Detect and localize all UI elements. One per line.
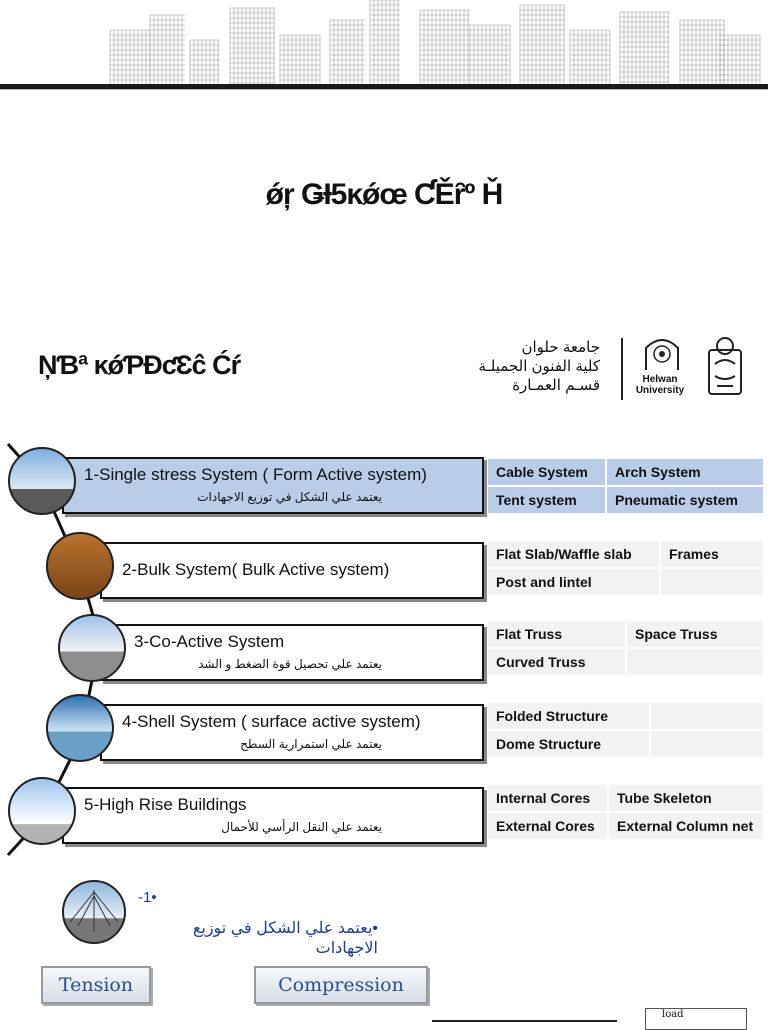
load-diagram-line <box>432 1020 617 1022</box>
bullet-text: •يعتمد علي الشكل في توزيع الاجهادات <box>192 920 378 957</box>
table-4-cell-0-1 <box>651 703 763 729</box>
system-title-5: 5-High Rise Buildings <box>84 795 247 814</box>
table-1-cell-0-1: Arch System <box>607 459 763 485</box>
system-thumbnail-5 <box>8 777 76 845</box>
system-thumbnail-3 <box>58 614 126 682</box>
table-2-cell-1-1 <box>661 569 763 595</box>
system-subtitle-3: يعتمد علي تحصيل قوة الضغط و الشد <box>198 657 382 671</box>
table-3-cell-1-0: Curved Truss <box>488 649 625 675</box>
university-line-3: قسـم العمـارة <box>512 377 600 394</box>
page-title: ǿŗ ǤƗ5ĸǿœ ƇĚȓº Ȟ <box>265 178 503 211</box>
load-diagram-box <box>645 1008 747 1030</box>
bullet-number: -1• <box>138 889 157 906</box>
system-box-1 <box>62 457 484 514</box>
system-thumbnail-1 <box>8 447 76 515</box>
helwan-label-line-2: University <box>635 385 685 396</box>
table-4-cell-0-0: Folded Structure <box>488 703 649 729</box>
table-5-cell-0-0: Internal Cores <box>488 785 607 811</box>
university-line-1: جامعة حلوان <box>521 339 600 356</box>
system-box-2 <box>100 542 484 599</box>
system-thumbnail-2 <box>46 532 114 600</box>
system-title-4: 4-Shell System ( surface active system) <box>122 712 421 731</box>
bridge-thumbnail <box>62 880 126 944</box>
faculty-arts-logo <box>703 334 747 398</box>
table-4-cell-1-0: Dome Structure <box>488 731 649 757</box>
table-1-cell-1-1: Pneumatic system <box>607 487 763 513</box>
skyline-header-image <box>0 0 768 86</box>
system-thumbnail-4 <box>46 694 114 762</box>
university-line-2: كلية الفنون الجميلـة <box>478 358 600 375</box>
table-5-cell-0-1: Tube Skeleton <box>609 785 763 811</box>
system-title-1: 1-Single stress System ( Form Active system) <box>84 465 427 484</box>
table-3-cell-0-1: Space Truss <box>627 621 763 647</box>
table-2-cell-0-0: Flat Slab/Waffle slab <box>488 541 659 567</box>
system-subtitle-4: يعتمد علي استمرارية السطح <box>240 737 382 751</box>
table-4-cell-1-1 <box>651 731 763 757</box>
helwan-university-label <box>630 374 690 396</box>
table-2-cell-1-0: Post and lintel <box>488 569 659 595</box>
system-title-3: 3-Co-Active System <box>134 632 285 651</box>
table-3-cell-0-0: Flat Truss <box>488 621 625 647</box>
university-name-arabic <box>455 338 600 395</box>
system-subtitle-5: يعتمد علي النقل الرأسي للأحمال <box>221 820 382 834</box>
system-box-5 <box>62 787 484 844</box>
table-1-cell-0-0: Cable System <box>488 459 605 485</box>
load-label: load <box>662 1009 684 1020</box>
compression-button[interactable]: Compression <box>254 966 428 1004</box>
table-5-cell-1-1: External Column net <box>609 813 763 839</box>
logo-divider <box>621 338 623 400</box>
system-title-2: 2-Bulk System( Bulk Active system) <box>122 560 390 579</box>
lecturer-name: ŅƁª ĸǿƤƉƈƐĉ Ćŕ <box>38 350 241 380</box>
header-subrule <box>0 89 768 90</box>
system-box-4 <box>100 704 484 761</box>
helwan-label-line-1: Helwan <box>642 374 678 385</box>
table-3-cell-1-1 <box>627 649 763 675</box>
system-subtitle-1: يعتمد علي الشكل في توزيع الاجهادات <box>197 490 382 504</box>
table-2-cell-0-1: Frames <box>661 541 763 567</box>
tension-button[interactable]: Tension <box>41 966 151 1004</box>
table-1-cell-1-0: Tent system <box>488 487 605 513</box>
table-5-cell-1-0: External Cores <box>488 813 607 839</box>
system-box-3 <box>100 624 484 681</box>
